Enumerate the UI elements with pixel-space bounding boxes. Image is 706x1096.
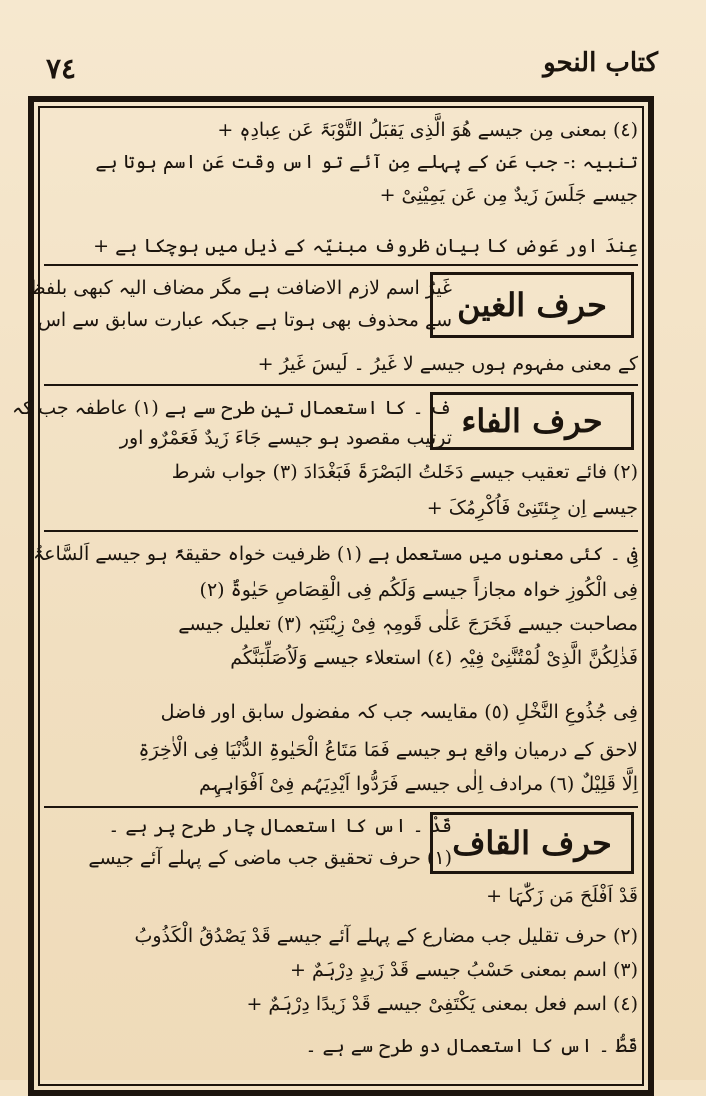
book-title: كتاب النحو [543, 48, 658, 78]
text-line: عِندَ اور عَوض کا بیان ظروف مبنیّہ کے ذیل میں ہوچکا ہے + [93, 235, 638, 257]
text-line: جیسے جَلَسَ زَیدٌ مِن عَن یَمِیْنِیْ + [379, 184, 638, 206]
text-line: قَطُّ ۔ اس کا استعمال دو طرح سے ہے ۔ [305, 1035, 638, 1057]
text-line: (١) حرف تحقیق جب ماضی کے پہلے آئے جیسے [88, 847, 452, 869]
text-line: ف ۔ کا استعمال تین طرح سے ہے (١) عاطفہ جب کہ [12, 397, 452, 419]
text-line: ترتیب مقصود ہو جیسے جَاءَ زَیدٌ فَعَمْرٌو اور [119, 427, 452, 449]
text-line: (٤) اسم فعل بمعنی یَکْتَفِیْ جیسے قَدْ زَیدًا دِرْہَمٌ + [246, 993, 638, 1015]
text-line: لاحق کے درمیان واقع ہو جیسے فَمَا مَتَاعُ الْحَیٰوۃِ الدُّنْیَا فِی الْاٰخِرَۃِ [138, 739, 638, 761]
text-line: فِی ۔ کئی معنوں میں مستعمل ہے (١) ظرفیت خواہ حقیقۃً ہو جیسے اَلسَّاعۃُ [32, 543, 638, 565]
text-line: (٢) فائے تعقیب جیسے دَخَلتُ البَصْرَۃَ فَبَغْدَادَ (٣) جواب شرط [171, 461, 638, 483]
text-line: اِلَّا قَلِیْلٌ (٦) مرادف اِلٰی جیسے فَرَدُّوا اَیْدِیَہُم فِیْ اَفْوَاہِہِم [199, 773, 638, 795]
text-line: فِی جُذُوعِ النَّخْلِ (٥) مقایسہ جب کہ مفضول سابق اور فاضل [160, 701, 638, 723]
text-line: (٤) بمعنی مِن جیسے هُوَ الَّذِی یَقبَلُ التَّوْبَۃَ عَن عِبادِہٖ + [217, 119, 638, 141]
text-line: قَدْ ۔ اس کا استعمال چار طرح پر ہے ۔ [108, 815, 452, 837]
section-heading-label: حرف الغین [457, 286, 607, 324]
section-heading-fa [430, 392, 634, 450]
text-line: سے محذوف بھی ہوتا ہے جبکہ عبارت سابق سے اس [37, 309, 452, 331]
text-line: کے معنی مفہوم ہوں جیسے لا غَیرُ ۔ لَیسَ غَیرُ + [257, 353, 638, 375]
text-line: (٢) حرف تقلیل جب مضارع کے پہلے آئے جیسے قَدْ یَصْدُقُ الْکَذُوبُ [134, 925, 638, 947]
text-line: فَذٰلِکُنَّ الَّذِیْ لُمْتُنَّنِیْ فِیْہِ (٤) استعلاء جیسے وَلَاُصَلِّبَنَّکُم [230, 647, 638, 669]
section-heading-label: حرف القاف [452, 824, 612, 862]
text-line: قَدْ اَفْلَحَ مَن زَکّٰہَا + [486, 885, 638, 907]
section-divider [44, 384, 638, 386]
section-divider [44, 530, 638, 532]
section-divider [44, 264, 638, 266]
text-line: تنبیہ :- جب عَن کے پہلے مِن آئے تو اس وقت عَن اسم ہوتا ہے [95, 151, 638, 173]
text-line: فِی الْکُوزِ خواہ مجازاً جیسے وَلَکُم فِی الْقِصَاصِ حَیٰوۃٌ (٢) [199, 579, 638, 601]
text-line: مصاحبت جیسے فَخَرَجَ عَلٰی قَومِہٖ فِیْ زِیْنَتِہٖ (٣) تعلیل جیسے [178, 613, 638, 635]
text-line: (٣) اسم بمعنی حَسْبُ جیسے قَدْ زَیدٍ دِرْہَمٌ + [290, 959, 638, 981]
page-number: ٧٤ [46, 52, 77, 85]
section-heading-qaf [430, 812, 634, 874]
text-line: جیسے اِن جِئتَنِیْ فَاُکْرِمُکَ + [426, 497, 638, 519]
section-heading-ghain [430, 272, 634, 338]
text-line: غَیرُ اسم لازم الاضافت ہے مگر مضاف الیہ کبھی بلفظ [28, 277, 452, 299]
section-heading-label: حرف الفاء [461, 402, 603, 440]
section-divider [44, 806, 638, 808]
